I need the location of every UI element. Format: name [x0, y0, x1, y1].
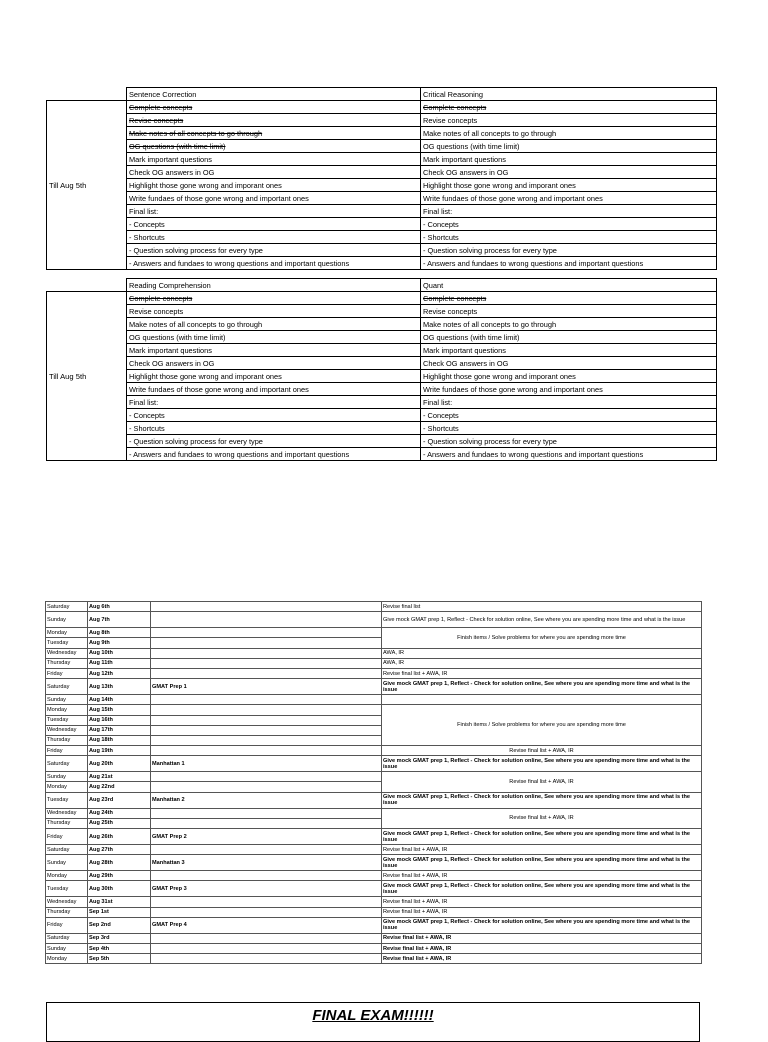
activity-cell: Give mock GMAT prep 1, Reflect - Check for solution online, See where you are spending more time and what is the issue	[382, 679, 702, 695]
date-cell: Aug 25th	[88, 818, 151, 828]
task-item: Make notes of all concepts to go through	[421, 127, 717, 140]
schedule-row	[46, 808, 702, 818]
date-cell: Sep 5th	[88, 954, 151, 964]
task-item: - Shortcuts	[127, 422, 421, 435]
schedule-row	[46, 943, 702, 953]
task-item: Complete concepts	[421, 292, 717, 305]
test-cell	[151, 871, 382, 881]
schedule-row	[46, 668, 702, 678]
activity-cell: Revise final list + AWA, IR	[382, 943, 702, 953]
schedule-row	[46, 871, 702, 881]
schedule-row	[46, 628, 702, 638]
test-cell	[151, 638, 382, 648]
task-item: - Answers and fundaes to wrong questions and important questions	[127, 257, 421, 270]
test-cell	[151, 954, 382, 964]
schedule-row	[46, 907, 702, 917]
test-cell	[151, 746, 382, 756]
task-item: Highlight those gone wrong and imporant ones	[421, 179, 717, 192]
date-cell: Aug 19th	[88, 746, 151, 756]
day-cell: Tuesday	[46, 638, 88, 648]
date-cell: Aug 26th	[88, 829, 151, 845]
schedule-row	[46, 602, 702, 612]
task-item: Final list:	[421, 396, 717, 409]
study-plan-table-2	[46, 278, 717, 461]
date-cell: Aug 30th	[88, 881, 151, 897]
test-cell	[151, 818, 382, 828]
test-cell: GMAT Prep 4	[151, 917, 382, 933]
task-item: Revise concepts	[421, 114, 717, 127]
day-cell: Wednesday	[46, 897, 88, 907]
date-cell: Aug 29th	[88, 871, 151, 881]
date-cell: Aug 16th	[88, 715, 151, 725]
task-item: Complete concepts	[421, 101, 717, 114]
schedule-row	[46, 772, 702, 782]
task-item: Mark important questions	[127, 153, 421, 166]
task-item: Final list:	[127, 205, 421, 218]
final-exam-title: FINAL EXAM!!!!!!	[312, 1007, 434, 1024]
test-cell	[151, 705, 382, 715]
date-cell: Aug 6th	[88, 602, 151, 612]
activity-cell: Give mock GMAT prep 1, Reflect - Check for solution online, See where you are spending more time and what is the issue	[382, 829, 702, 845]
date-cell: Sep 2nd	[88, 917, 151, 933]
task-item: Make notes of all concepts to go through	[127, 318, 421, 331]
test-cell	[151, 808, 382, 818]
task-item: Write fundaes of those gone wrong and important ones	[127, 383, 421, 396]
day-cell: Monday	[46, 871, 88, 881]
date-cell: Aug 10th	[88, 648, 151, 658]
day-cell: Wednesday	[46, 648, 88, 658]
day-cell: Saturday	[46, 679, 88, 695]
schedule-row	[46, 917, 702, 933]
task-item: Check OG answers in OG	[421, 357, 717, 370]
date-cell: Aug 9th	[88, 638, 151, 648]
day-cell: Thursday	[46, 818, 88, 828]
schedule-row	[46, 933, 702, 943]
task-item: - Concepts	[127, 218, 421, 231]
task-item: Revise concepts	[127, 305, 421, 318]
schedule-row	[46, 897, 702, 907]
activity-cell: Revise final list + AWA, IR	[382, 845, 702, 855]
schedule-row	[46, 695, 702, 705]
day-cell: Sunday	[46, 943, 88, 953]
date-cell: Aug 18th	[88, 735, 151, 745]
date-cell: Aug 8th	[88, 628, 151, 638]
test-cell	[151, 668, 382, 678]
test-cell	[151, 845, 382, 855]
test-cell: GMAT Prep 2	[151, 829, 382, 845]
test-cell	[151, 715, 382, 725]
day-cell: Saturday	[46, 845, 88, 855]
task-item: Highlight those gone wrong and imporant ones	[421, 370, 717, 383]
test-cell	[151, 628, 382, 638]
test-cell	[151, 612, 382, 628]
task-item: - Answers and fundaes to wrong questions and important questions	[421, 257, 717, 270]
schedule-row	[46, 829, 702, 845]
schedule-row	[46, 855, 702, 871]
date-cell: Aug 17th	[88, 725, 151, 735]
activity-cell: Give mock GMAT prep 1, Reflect - Check for solution online, See where you are spending more time and what is the issue	[382, 756, 702, 772]
activity-cell: Revise final list + AWA, IR	[382, 871, 702, 881]
activity-cell: Revise final list + AWA, IR	[382, 808, 702, 828]
date-cell: Aug 28th	[88, 855, 151, 871]
task-item: - Question solving process for every type	[127, 244, 421, 257]
day-cell: Thursday	[46, 907, 88, 917]
date-cell: Aug 24th	[88, 808, 151, 818]
section-header-right: Quant	[421, 279, 717, 292]
period-label: Till Aug 5th	[47, 292, 127, 461]
day-cell: Thursday	[46, 735, 88, 745]
schedule-row	[46, 756, 702, 772]
day-cell: Friday	[46, 746, 88, 756]
study-plan-table-1	[46, 87, 717, 270]
task-item: Write fundaes of those gone wrong and important ones	[421, 383, 717, 396]
date-cell: Aug 13th	[88, 679, 151, 695]
date-cell: Sep 4th	[88, 943, 151, 953]
test-cell	[151, 897, 382, 907]
schedule-row	[46, 648, 702, 658]
schedule-row	[46, 746, 702, 756]
activity-cell: AWA, IR	[382, 648, 702, 658]
date-cell: Aug 22nd	[88, 782, 151, 792]
task-item: Check OG answers in OG	[127, 357, 421, 370]
activity-cell: AWA, IR	[382, 658, 702, 668]
activity-cell: Give mock GMAT prep 1, Reflect - Check for solution online, See where you are spending more time and what is the issue	[382, 612, 702, 628]
day-cell: Tuesday	[46, 881, 88, 897]
task-item: OG questions (with time limit)	[127, 140, 421, 153]
task-item: - Question solving process for every type	[127, 435, 421, 448]
day-cell: Friday	[46, 917, 88, 933]
activity-cell: Revise final list + AWA, IR	[382, 897, 702, 907]
test-cell: Manhattan 1	[151, 756, 382, 772]
task-item: Write fundaes of those gone wrong and important ones	[127, 192, 421, 205]
test-cell	[151, 658, 382, 668]
task-item: Make notes of all concepts to go through	[421, 318, 717, 331]
task-item: - Concepts	[421, 218, 717, 231]
day-cell: Friday	[46, 829, 88, 845]
day-cell: Monday	[46, 782, 88, 792]
date-cell: Aug 12th	[88, 668, 151, 678]
blank-cell	[47, 279, 127, 292]
schedule-row	[46, 705, 702, 715]
schedule-row	[46, 658, 702, 668]
task-item: OG questions (with time limit)	[421, 331, 717, 344]
date-cell: Sep 1st	[88, 907, 151, 917]
task-item: - Shortcuts	[421, 231, 717, 244]
task-item: Check OG answers in OG	[127, 166, 421, 179]
test-cell	[151, 782, 382, 792]
day-cell: Tuesday	[46, 715, 88, 725]
activity-cell: Revise final list + AWA, IR	[382, 668, 702, 678]
test-cell: GMAT Prep 1	[151, 679, 382, 695]
test-cell	[151, 772, 382, 782]
schedule-row	[46, 845, 702, 855]
date-cell: Aug 27th	[88, 845, 151, 855]
date-cell: Aug 23rd	[88, 792, 151, 808]
day-cell: Monday	[46, 954, 88, 964]
day-cell: Saturday	[46, 756, 88, 772]
period-label: Till Aug 5th	[47, 101, 127, 270]
day-cell: Sunday	[46, 855, 88, 871]
task-item: Revise concepts	[421, 305, 717, 318]
activity-cell: Give mock GMAT prep 1, Reflect - Check for solution online, See where you are spending more time and what is the issue	[382, 881, 702, 897]
task-item: - Shortcuts	[421, 422, 717, 435]
activity-cell: Revise final list + AWA, IR	[382, 772, 702, 792]
section-header-left: Sentence Correction	[127, 88, 421, 101]
schedule-table	[45, 601, 702, 964]
task-item: OG questions (with time limit)	[127, 331, 421, 344]
task-item: Final list:	[421, 205, 717, 218]
test-cell	[151, 648, 382, 658]
test-cell	[151, 943, 382, 953]
test-cell	[151, 907, 382, 917]
schedule-row	[46, 612, 702, 628]
task-item: - Question solving process for every type	[421, 244, 717, 257]
activity-cell: Give mock GMAT prep 1, Reflect - Check for solution online, See where you are spending more time and what is the issue	[382, 917, 702, 933]
activity-cell: Give mock GMAT prep 1, Reflect - Check for solution online, See where you are spending more time and what is the issue	[382, 792, 702, 808]
schedule-row	[46, 881, 702, 897]
test-cell: Manhattan 3	[151, 855, 382, 871]
activity-cell: Revise final list + AWA, IR	[382, 746, 702, 756]
task-item: - Answers and fundaes to wrong questions and important questions	[421, 448, 717, 461]
day-cell: Friday	[46, 668, 88, 678]
day-cell: Tuesday	[46, 792, 88, 808]
date-cell: Aug 15th	[88, 705, 151, 715]
task-item: Final list:	[127, 396, 421, 409]
test-cell	[151, 602, 382, 612]
task-item: Highlight those gone wrong and imporant ones	[127, 179, 421, 192]
activity-cell: Finish items / Solve problems for where you are spending more time	[382, 628, 702, 648]
task-item: Mark important questions	[421, 344, 717, 357]
test-cell	[151, 933, 382, 943]
day-cell: Sunday	[46, 612, 88, 628]
date-cell: Sep 3rd	[88, 933, 151, 943]
date-cell: Aug 7th	[88, 612, 151, 628]
activity-cell: Revise final list + AWA, IR	[382, 907, 702, 917]
task-item: Complete concepts	[127, 292, 421, 305]
activity-cell: Give mock GMAT prep 1, Reflect - Check for solution online, See where you are spending more time and what is the issue	[382, 855, 702, 871]
task-item: Mark important questions	[127, 344, 421, 357]
section-header-left: Reading Comprehension	[127, 279, 421, 292]
test-cell: Manhattan 2	[151, 792, 382, 808]
test-cell	[151, 735, 382, 745]
test-cell	[151, 695, 382, 705]
date-cell: Aug 11th	[88, 658, 151, 668]
task-item: Mark important questions	[421, 153, 717, 166]
task-item: Make notes of all concepts to go through	[127, 127, 421, 140]
test-cell: GMAT Prep 3	[151, 881, 382, 897]
task-item: Highlight those gone wrong and imporant ones	[127, 370, 421, 383]
date-cell: Aug 14th	[88, 695, 151, 705]
day-cell: Saturday	[46, 933, 88, 943]
day-cell: Saturday	[46, 602, 88, 612]
task-item: - Answers and fundaes to wrong questions and important questions	[127, 448, 421, 461]
task-item: Complete concepts	[127, 101, 421, 114]
final-exam-box	[46, 1002, 700, 1042]
task-item: - Concepts	[421, 409, 717, 422]
day-cell: Monday	[46, 628, 88, 638]
activity-cell: Revise final list	[382, 602, 702, 612]
schedule-row	[46, 954, 702, 964]
task-item: Revise concepts	[127, 114, 421, 127]
task-item: Write fundaes of those gone wrong and important ones	[421, 192, 717, 205]
task-item: - Shortcuts	[127, 231, 421, 244]
day-cell: Wednesday	[46, 725, 88, 735]
blank-cell	[47, 88, 127, 101]
date-cell: Aug 31st	[88, 897, 151, 907]
day-cell: Monday	[46, 705, 88, 715]
activity-cell	[382, 695, 702, 705]
day-cell: Sunday	[46, 772, 88, 782]
task-item: - Concepts	[127, 409, 421, 422]
task-item: Check OG answers in OG	[421, 166, 717, 179]
activity-cell: Finish items / Solve problems for where you are spending more time	[382, 705, 702, 746]
task-item: OG questions (with time limit)	[421, 140, 717, 153]
activity-cell: Revise final list + AWA, IR	[382, 933, 702, 943]
day-cell: Thursday	[46, 658, 88, 668]
date-cell: Aug 21st	[88, 772, 151, 782]
task-item: - Question solving process for every type	[421, 435, 717, 448]
activity-cell: Revise final list + AWA, IR	[382, 954, 702, 964]
schedule-row	[46, 792, 702, 808]
day-cell: Wednesday	[46, 808, 88, 818]
schedule-row	[46, 679, 702, 695]
test-cell	[151, 725, 382, 735]
section-header-right: Critical Reasoning	[421, 88, 717, 101]
day-cell: Sunday	[46, 695, 88, 705]
date-cell: Aug 20th	[88, 756, 151, 772]
